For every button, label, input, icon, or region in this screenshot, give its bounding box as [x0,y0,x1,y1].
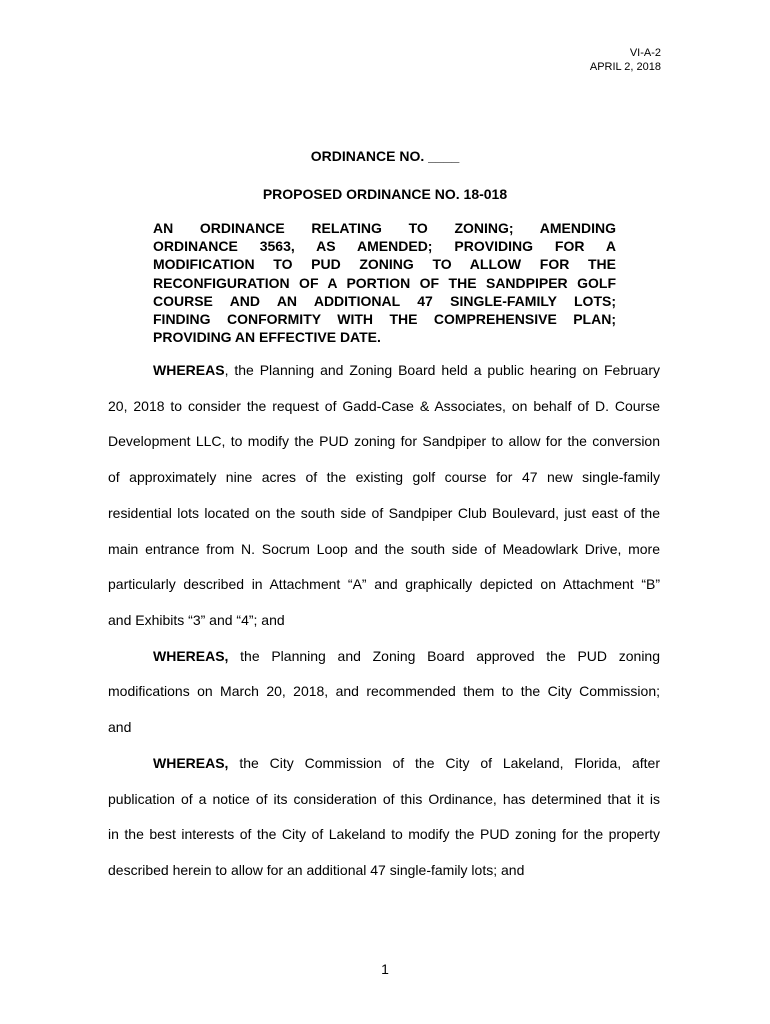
page-number: 1 [381,961,389,977]
ordinance-number-title: ORDINANCE NO. ____ [310,148,460,164]
paragraph-line: main entrance from N. Socrum Loop and the south side of Meadowlark Drive, more [108,541,660,557]
paragraph-line: Development LLC, to modify the PUD zoning for Sandpiper to allow for the conversion [108,433,660,449]
paragraph-text: the City Commission of the City of Lakeland, Florida, after [228,755,660,771]
paragraph-line: 20, 2018 to consider the request of Gadd-Case & Associates, on behalf of D. Course [108,398,660,414]
whereas-paragraph-3-first-line [153,753,660,773]
ordinance-caption [153,219,616,346]
whereas-paragraph-1-first-line [153,360,660,380]
caption-line: FINDING CONFORMITY WITH THE COMPREHENSIVE PLAN; [153,310,616,327]
paragraph-line: described herein to allow for an additional 47 single-family lots; and [108,862,525,878]
document-date: APRIL 2, 2018 [589,61,661,73]
paragraph-line: of approximately nine acres of the existing golf course for 47 new single-family [108,469,660,485]
paragraph-text: , the Planning and Zoning Board held a public hearing on February [224,362,660,378]
whereas-keyword: WHEREAS, [153,648,229,664]
paragraph-line: publication of a notice of its consideration of this Ordinance, has determined that it is [108,791,660,807]
paragraph-line: and [108,719,132,735]
caption-line: ORDINANCE 3563, AS AMENDED; PROVIDING FOR A [153,238,616,255]
whereas-paragraph-2-first-line [153,646,660,666]
document-reference: VI-A-2 [629,47,661,59]
paragraph-line: residential lots located on the south side of Sandpiper Club Boulevard, just east of the [108,505,660,521]
caption-line: COURSE AND AN ADDITIONAL 47 SINGLE-FAMILY LOTS; [153,292,616,309]
paragraph-line: particularly described in Attachment “A” and graphically depicted on Attachment “B” [108,576,660,592]
caption-line: PROVIDING AN EFFECTIVE DATE. [153,329,381,346]
whereas-keyword: WHEREAS, [153,755,229,771]
whereas-keyword: WHEREAS [153,362,225,378]
caption-line: AN ORDINANCE RELATING TO ZONING; AMENDING [153,220,616,236]
paragraph-line: modifications on March 20, 2018, and recommended them to the City Commission; [108,683,660,699]
caption-line: RECONFIGURATION OF A PORTION OF THE SANDPIPER GOLF [153,274,616,291]
proposed-ordinance-title: PROPOSED ORDINANCE NO. 18-018 [262,186,508,202]
paragraph-text: the Planning and Zoning Board approved the PUD zoning [228,648,660,664]
paragraph-line: and Exhibits “3” and “4”; and [108,612,285,628]
caption-line: MODIFICATION TO PUD ZONING TO ALLOW FOR THE [153,256,616,273]
paragraph-line: in the best interests of the City of Lakeland to modify the PUD zoning for the property [108,826,660,842]
